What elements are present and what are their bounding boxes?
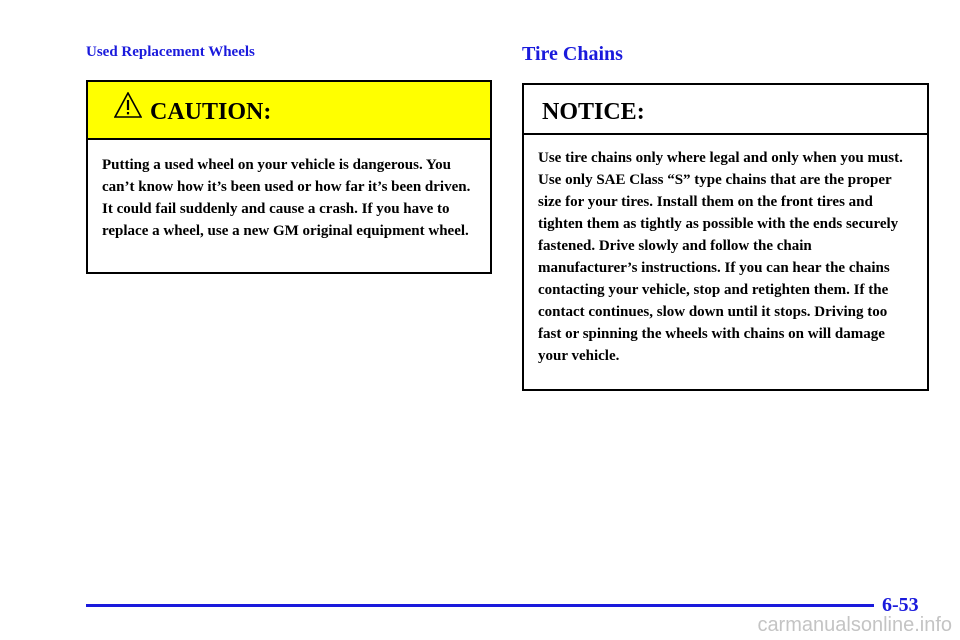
section-subheading: Used Replacement Wheels [86,44,255,60]
caution-header [88,82,490,140]
notice-box [522,83,929,391]
section-title: Tire Chains [522,43,623,65]
caution-title: CAUTION: [150,99,272,125]
caution-text: Putting a used wheel on your vehicle is dangerous. You can’t know how it’s been used or how far it’s been driven. It could fail suddenly and cause a crash. If you have to replace a wheel, use a new GM original equipment wheel. [102,157,471,239]
notice-text: Use tire chains only where legal and only when you must. Use only SAE Class “S” type chains that are the proper size for your tires. Install them on the front tires and tighten them as tightly as possible with the ends securely fastened. Drive slowly and follow the chain manufacturer’s instructions. If you can hear the chains contacting your vehicle, stop and retighten them. If the contact continues, slow down until it stops. Driving too fast or spinning the wheels with chains on will damage your vehicle. [538,150,903,364]
watermark: carmanualsonline.info [757,614,952,636]
page-number: 6-53 [882,594,919,616]
caution-box [86,80,492,274]
footer-rule [86,604,874,607]
warning-triangle-icon [114,92,142,118]
notice-title: NOTICE: [542,99,645,125]
notice-header [524,85,927,135]
